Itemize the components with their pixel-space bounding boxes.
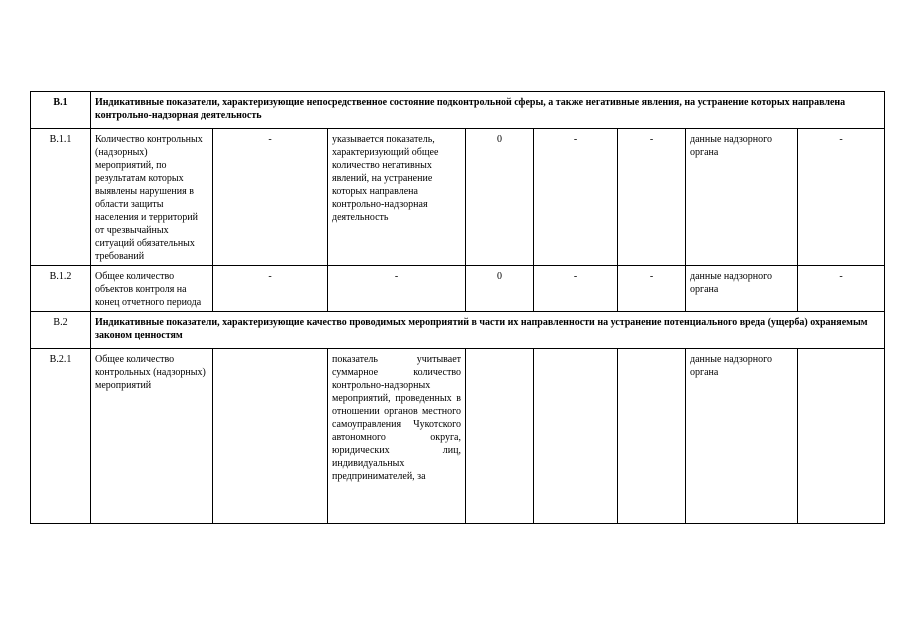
row-col9: [798, 349, 885, 524]
row-col6: -: [534, 266, 618, 312]
row-code: В.1.2: [31, 266, 91, 312]
table-row: [31, 349, 885, 524]
row-source: данные надзорного органа: [686, 266, 798, 312]
section-code: В.2: [31, 312, 91, 349]
section-title: Индикативные показатели, характеризующие непосредственное состояние подконтрольной сферы, а также негативные явления, на устранение которых направлена контрольно-надзорная деятельность: [91, 92, 885, 129]
section-title: Индикативные показатели, характеризующие качество проводимых мероприятий в части их направленности на устранение потенциального вреда (ущерба) охраняемым законом ценностям: [91, 312, 885, 349]
row-code: В.2.1: [31, 349, 91, 524]
section-header-row: [31, 92, 885, 129]
row-target: 0: [466, 266, 534, 312]
row-code: В.1.1: [31, 129, 91, 266]
row-formula: -: [213, 266, 328, 312]
row-col9: -: [798, 266, 885, 312]
row-source: данные надзорного органа: [686, 129, 798, 266]
row-name: Общее количество контрольных (надзорных) мероприятий: [91, 349, 213, 524]
row-col6: -: [534, 129, 618, 266]
row-col7: [618, 349, 686, 524]
row-comment: -: [328, 266, 466, 312]
row-source: данные надзорного органа: [686, 349, 798, 524]
row-target: 0: [466, 129, 534, 266]
indicators-table: [30, 91, 885, 524]
row-formula: -: [213, 129, 328, 266]
section-code: В.1: [31, 92, 91, 129]
row-target: [466, 349, 534, 524]
row-col6: [534, 349, 618, 524]
table-row: [31, 266, 885, 312]
row-comment: указывается показатель, характеризующий общее количество негативных явлений, на устранение которых направлена контрольно-надзорная деятельность: [328, 129, 466, 266]
row-name: Количество контрольных (надзорных) мероприятий, по результатам которых выявлены нарушения в области защиты населения и территорий от чрезвычайных ситуаций обязательных требований: [91, 129, 213, 266]
row-comment: показатель учитывает суммарное количество контрольно-надзорных мероприятий, проведенных в отношении органов местного самоуправления Чукотского автономного округа, юридических лиц, индивидуальных предпринимателей, за: [328, 349, 466, 524]
row-formula: [213, 349, 328, 524]
row-col7: -: [618, 129, 686, 266]
table-row: [31, 129, 885, 266]
row-col9: -: [798, 129, 885, 266]
row-name: Общее количество объектов контроля на конец отчетного периода: [91, 266, 213, 312]
section-header-row: [31, 312, 885, 349]
row-col7: -: [618, 266, 686, 312]
